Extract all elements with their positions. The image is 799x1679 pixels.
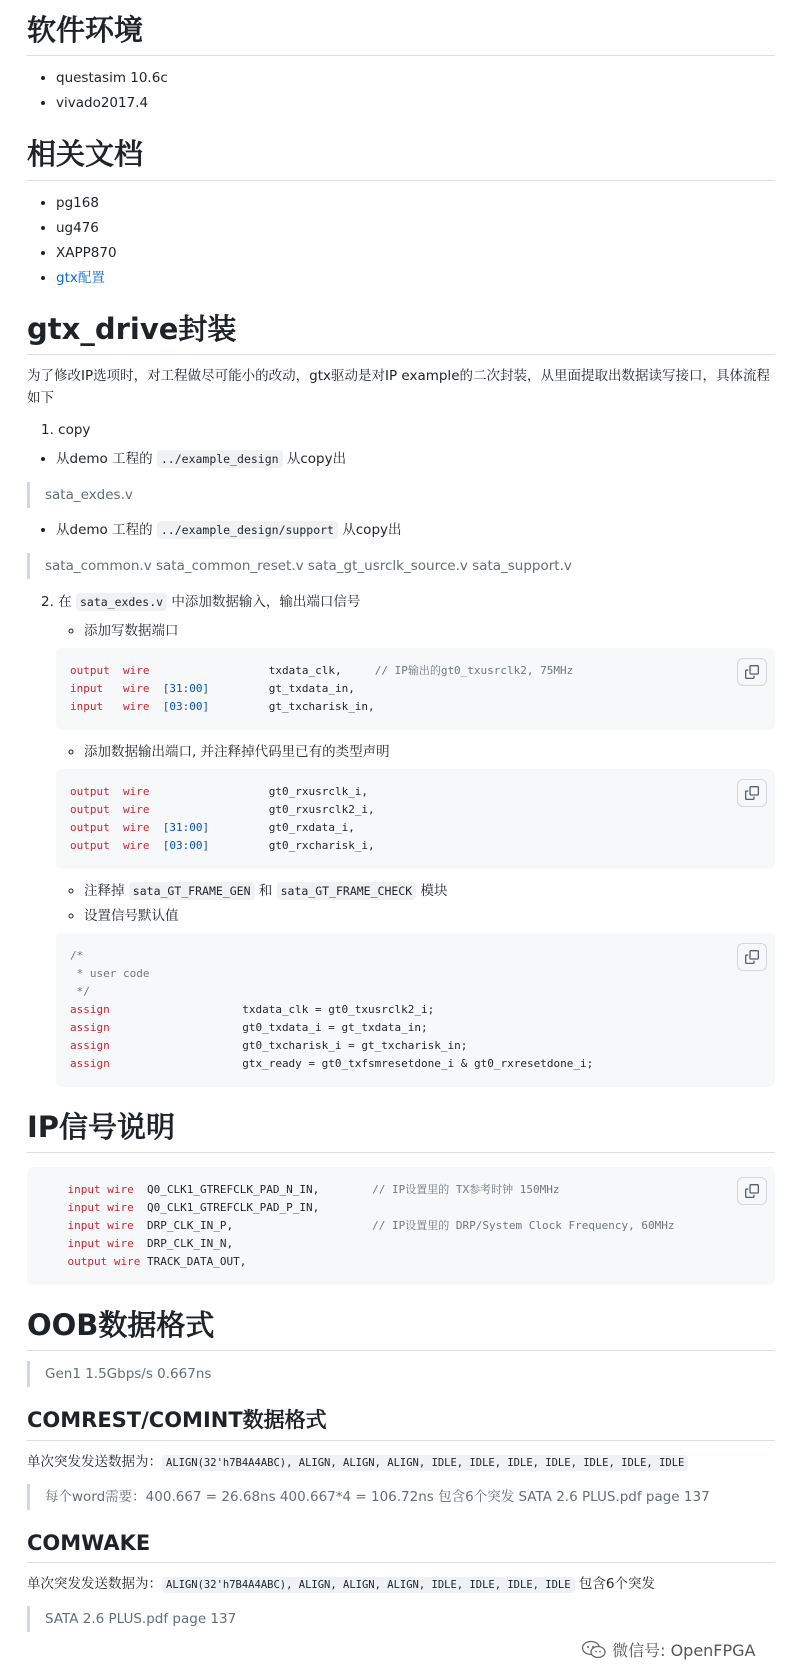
comwake-suffix: 包含6个突发	[574, 1575, 655, 1592]
list-item: • questasim 10.6c	[56, 66, 775, 91]
code-line: /*	[70, 948, 84, 962]
copy-button[interactable]	[737, 658, 767, 686]
copy-icon	[745, 1184, 759, 1198]
code-lines	[70, 947, 761, 1073]
code-line: */	[70, 984, 90, 998]
code-token: [03:00]	[162, 699, 210, 713]
code-lines	[70, 662, 761, 716]
code-line	[70, 1055, 761, 1073]
inline-code: ALIGN(32'h7B4A4ABC), ALIGN, ALIGN, ALIGN, IDLE, IDLE, IDLE, IDLE	[162, 1577, 575, 1593]
blockquote: Gen1 1.5Gbps/s 0.667ns	[27, 1361, 775, 1387]
blockquote: 每个word需要：400.667 = 26.68ns 400.667*4 = 106.72ns 包含6个突发 SATA 2.6 PLUS.pdf page 137	[27, 1484, 775, 1510]
code-lines	[70, 783, 761, 855]
blockquote: SATA 2.6 PLUS.pdf page 137	[27, 1606, 775, 1632]
sub-list-2	[27, 740, 775, 765]
code-token: output	[70, 838, 110, 852]
code-block-1	[56, 648, 775, 730]
copy-button[interactable]	[737, 943, 767, 971]
code-line	[70, 837, 761, 855]
code-block-3	[56, 933, 775, 1087]
heading-ip: IP信号说明	[27, 1097, 775, 1153]
code-token: input	[70, 681, 104, 695]
copy-button[interactable]	[737, 779, 767, 807]
sub3-prefix: 注释掉	[84, 882, 129, 899]
list-item: • XAPP870	[56, 241, 775, 266]
comwake-label: 单次突发发送数据为：	[27, 1575, 162, 1592]
code-token: Q0_CLK1_GTREFCLK_PAD_P_IN,	[147, 1201, 320, 1214]
code-token: output	[70, 820, 110, 834]
code-line	[41, 1181, 761, 1199]
code-token: gt_txdata_in,	[268, 681, 355, 695]
code-token: assign	[70, 1056, 110, 1070]
list-item: ◦ 添加写数据端口	[84, 619, 775, 644]
code-line	[70, 1001, 761, 1019]
code-token: wire	[123, 802, 150, 816]
code-token: gt0_rxusrclk_i,	[268, 784, 369, 798]
code-line	[70, 1019, 761, 1037]
code-token: DRP_CLK_IN_P,	[147, 1219, 234, 1232]
code-token: assign	[70, 1002, 110, 1016]
code-token: [31:00]	[162, 681, 210, 695]
code-token: wire	[113, 1255, 141, 1268]
list-item	[56, 518, 775, 543]
code-lines	[41, 1181, 761, 1271]
comwake-para	[27, 1573, 775, 1596]
gtx-config-link[interactable]: gtx配置	[56, 269, 105, 286]
heading-comreset: COMREST/COMINT数据格式	[27, 1397, 775, 1440]
list-item: ◦ 添加数据输出端口, 并注释掉代码里已有的类型声明	[84, 740, 775, 765]
code-token: gtx_ready = gt0_txfsmresetdone_i & gt0_rxresetdone_i;	[242, 1056, 594, 1070]
code-token: wire	[123, 699, 150, 713]
code-token: output	[70, 663, 110, 677]
code-line	[41, 1253, 761, 1271]
list-item	[56, 447, 775, 472]
heading-gtx: gtx_drive封装	[27, 299, 775, 355]
list-item	[56, 266, 775, 291]
code-line	[70, 698, 761, 716]
code-token: wire	[107, 1201, 134, 1214]
code-token: input	[70, 699, 104, 713]
code-token: output	[67, 1255, 108, 1268]
wechat-icon	[581, 1640, 607, 1660]
code-line	[70, 783, 761, 801]
code-token: wire	[123, 784, 150, 798]
docs-list	[27, 191, 775, 291]
code-line	[70, 801, 761, 819]
code-token: wire	[107, 1219, 134, 1232]
code-token: TRACK_DATA_OUT,	[147, 1255, 247, 1268]
copy-list-2	[27, 518, 775, 543]
code-token: input	[67, 1201, 101, 1214]
inline-code: ALIGN(32'h7B4A4ABC), ALIGN, ALIGN, ALIGN, IDLE, IDLE, IDLE, IDLE, IDLE, IDLE, IDLE	[162, 1455, 688, 1471]
sub-list-1	[27, 619, 775, 644]
list-item	[84, 879, 775, 904]
code-token: // IP设置里的 TX参考时钟 150MHz	[372, 1183, 560, 1196]
heading-docs: 相关文档	[27, 124, 775, 180]
step2-prefix: 2. 在	[41, 593, 76, 610]
list-item: ◦ 设置信号默认值	[84, 904, 775, 929]
inline-code: sata_exdes.v	[76, 593, 167, 611]
inline-code: ../example_design	[157, 450, 283, 468]
sub-list-3	[27, 879, 775, 929]
code-token: wire	[123, 820, 150, 834]
code-token: output	[70, 802, 110, 816]
inline-code: sata_GT_FRAME_CHECK	[277, 882, 417, 900]
sub3-suffix: 模块	[416, 882, 448, 899]
code-line: * user code	[70, 966, 150, 980]
code-token: txdata_clk = gt0_txusrclk2_i;	[242, 1002, 435, 1016]
env-list	[27, 66, 775, 116]
code-line	[41, 1217, 761, 1235]
code-token: txdata_clk,	[268, 663, 342, 677]
code-line	[41, 1235, 761, 1253]
code-line	[41, 1199, 761, 1217]
code-token: input	[67, 1219, 101, 1232]
copy-button[interactable]	[737, 1177, 767, 1205]
code-token: output	[70, 784, 110, 798]
copy2-suffix: 从copy出	[337, 521, 402, 538]
list-item: • pg168	[56, 191, 775, 216]
copy1-prefix: 从demo 工程的	[56, 450, 157, 467]
code-token: wire	[107, 1237, 134, 1250]
step-2	[27, 589, 775, 615]
code-token: wire	[123, 663, 150, 677]
code-block-2	[56, 769, 775, 869]
copy1-suffix: 从copy出	[282, 450, 347, 467]
inline-code: ../example_design/support	[157, 521, 338, 539]
code-token: DRP_CLK_IN_N,	[147, 1237, 234, 1250]
comreset-label: 单次突发发送数据为：	[27, 1453, 162, 1470]
sub3-mid: 和	[254, 882, 277, 899]
list-item: • vivado2017.4	[56, 91, 775, 116]
code-line	[70, 662, 761, 680]
watermark-text: 微信号: OpenFPGA	[612, 1641, 756, 1660]
code-token: gt0_txcharisk_i = gt_txcharisk_in;	[242, 1038, 468, 1052]
code-token: gt0_rxusrclk2_i,	[268, 802, 375, 816]
copy2-prefix: 从demo 工程的	[56, 521, 157, 538]
copy-icon	[745, 665, 759, 679]
heading-env: 软件环境	[27, 0, 775, 56]
heading-oob: OOB数据格式	[27, 1295, 775, 1351]
inline-code: sata_GT_FRAME_GEN	[129, 882, 255, 900]
code-token: [31:00]	[162, 820, 210, 834]
code-token: // IP设置里的 DRP/System Clock Frequency, 60MHz	[372, 1219, 675, 1232]
code-line	[70, 1037, 761, 1055]
comreset-para	[27, 1451, 775, 1474]
code-token: input	[67, 1237, 101, 1250]
code-line	[70, 819, 761, 837]
step-1: 1. copy	[41, 421, 91, 438]
code-token: gt_txcharisk_in,	[268, 699, 375, 713]
copy-icon	[745, 950, 759, 964]
blockquote: sata_exdes.v	[27, 482, 775, 508]
code-token: gt0_txdata_i = gt_txdata_in;	[242, 1020, 428, 1034]
code-token: input	[67, 1183, 101, 1196]
list-item: • ug476	[56, 216, 775, 241]
code-token: Q0_CLK1_GTREFCLK_PAD_N_IN,	[147, 1183, 320, 1196]
code-token: // IP输出的gt0_txusrclk2, 75MHz	[374, 663, 574, 677]
document	[27, 0, 775, 1642]
code-line	[70, 680, 761, 698]
code-token: [03:00]	[162, 838, 210, 852]
gtx-intro: 为了修改IP选项时，对工程做尽可能小的改动，gtx驱动是对IP example的二次封装，从里面提取出数据读写接口，具体流程如下	[27, 367, 770, 406]
heading-comwake: COMWAKE	[27, 1520, 775, 1563]
step2-suffix: 中添加数据输入，输出端口信号	[167, 593, 361, 610]
code-token: wire	[123, 838, 150, 852]
code-block-4	[27, 1167, 775, 1285]
blockquote: sata_common.v sata_common_reset.v sata_gt_usrclk_source.v sata_support.v	[27, 553, 775, 579]
code-token: assign	[70, 1020, 110, 1034]
copy-icon	[745, 786, 759, 800]
code-token: gt0_rxdata_i,	[268, 820, 355, 834]
code-token: wire	[107, 1183, 134, 1196]
code-token: wire	[123, 681, 150, 695]
copy-list-1	[27, 447, 775, 472]
watermark	[581, 1638, 756, 1661]
code-token: assign	[70, 1038, 110, 1052]
code-token: gt0_rxcharisk_i,	[268, 838, 375, 852]
